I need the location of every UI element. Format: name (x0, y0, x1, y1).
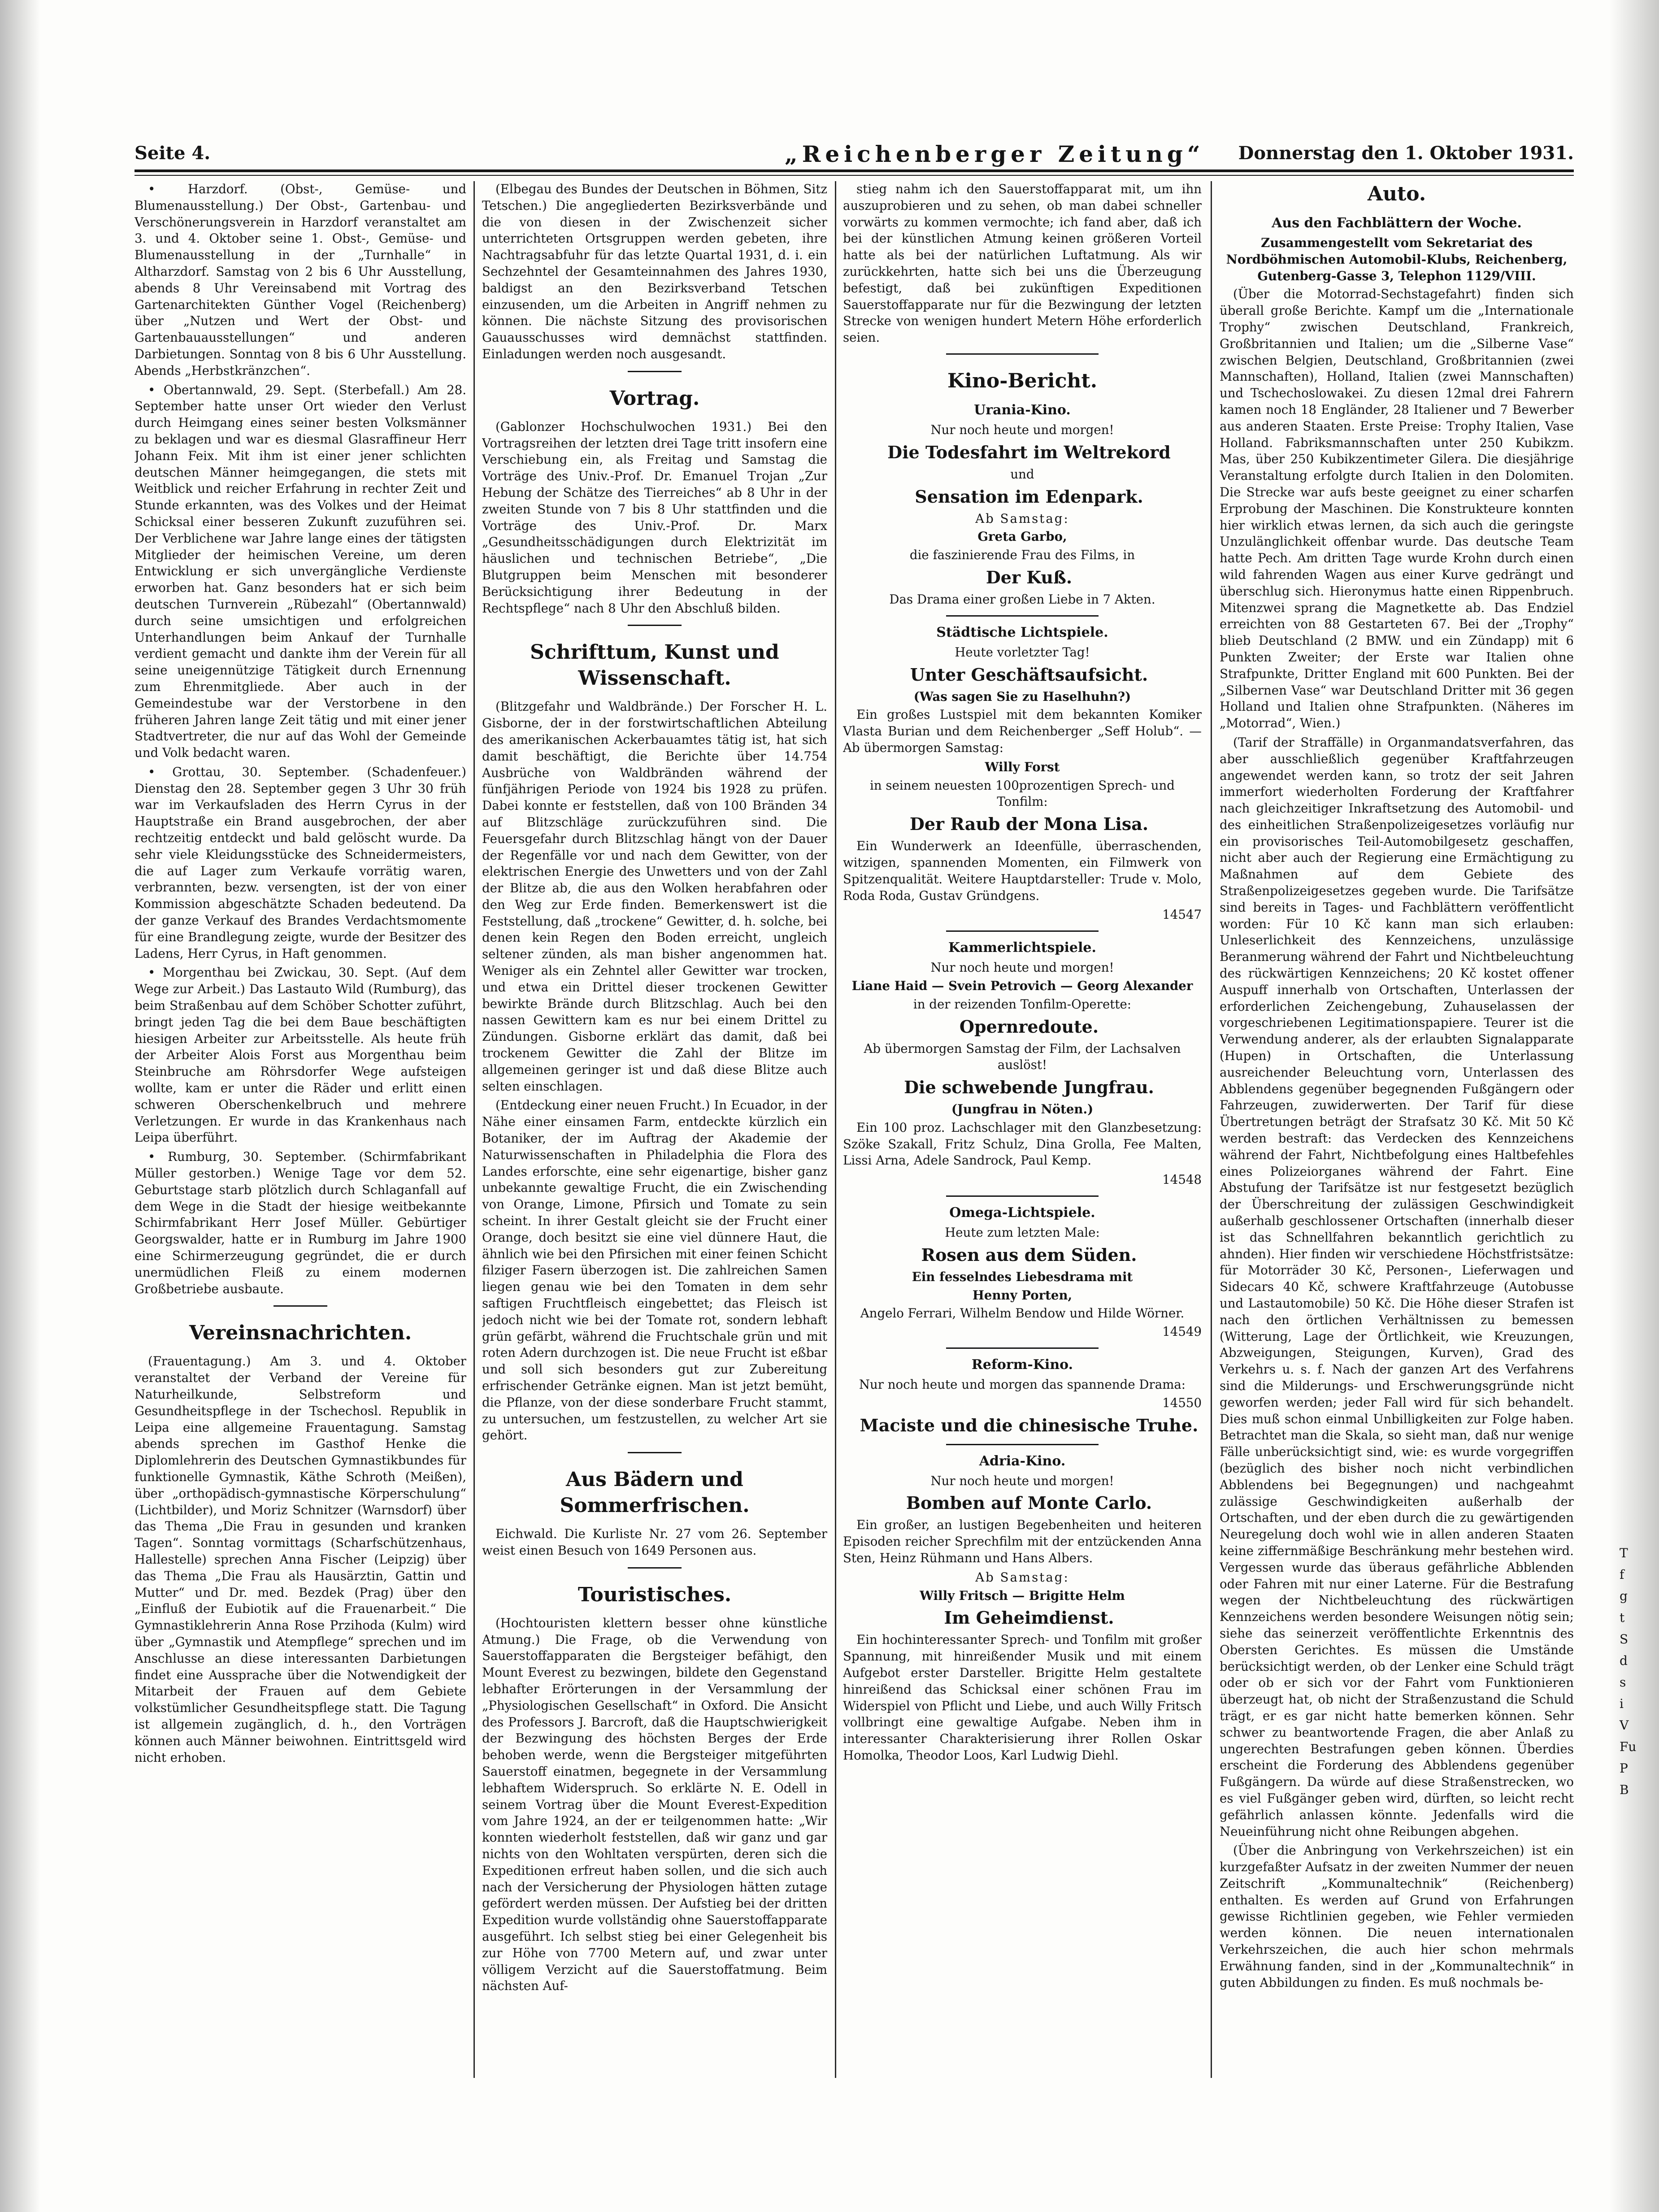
fragment-letter: P (1620, 1761, 1628, 1776)
section-rule (946, 615, 1099, 617)
film-title: Rosen aus dem Süden. (921, 1244, 1137, 1265)
article-hochtouristen: (Hochtouristen klettern besser ohne künstliche Atmung.) Die Frage, ob die Verwendung von Sauerstoffapparaten die Bergsteiger befähigt, den Mount Everest zu bezwingen, bildete den Gegenstand lebhafter Erörterungen in der Versammlung der „Physiologischen Gesellschaft“ in Oxford. Die Ansicht des Professors J. Barcroft, daß die Hauptschwierigkeit der Bezwingung des höchsten Berges der Erde behoben werde, wenn die Bergsteiger mitgeführten Sauerstoff einatmen, begegnete in der Versammlung lebhaftem Widerspruch. So erklärte N. E. Odell in seinem Vortrag über die Mount Everest-Expedition vom Jahre 1924, an der er teilgenommen hatte: „Wir konnten wiederholt feststellen, daß wir ganz und gar nichts von den Wohltaten verspürten, deren sich die Expeditionen erfreut haben sollen, und die sich auch nach der Versicherung der Physiologen hätten zutage gefördert werden müssen. Der Aufstieg bei der dritten Expedition wurde vollständig ohne Sauerstoffapparate ausgeführt. Ich selbst stieg bei einer Gelegenheit bis zur Höhe von 7700 Metern auf, und zwar unter völligem Verzicht auf die Sauerstoffatmung. Beim nächsten Auf- (482, 1615, 827, 1994)
fragment-letter: B (1620, 1782, 1629, 1797)
article-hochschulwochen: (Gablonzer Hochschulwochen 1931.) Bei den Vortragsreihen der letzten drei Tage tritt insofern eine Verschiebung ein, als Freitag und Samstag die Vorträge des Univ.-Prof. Dr. Emanuel Trojan „Zur Hebung der Schätze des Tierreiches“ ab 8 Uhr in der zweiten Stunde von 7 bis 8 Uhr stattfinden und die Vorträge des Univ.-Prof. Dr. Marx „Gesundheitsschädigungen durch Elektrizität im häuslichen und technischen Betriebe“, „Die Blutgruppen beim Menschen mit besonderer Berücksichtigung ihrer Bedeutung in der Rechtspflege“ nach 8 Uhr den Abschluß bilden. (482, 419, 827, 616)
adjacent-page-fragment (1620, 1543, 1651, 1801)
film-description: Ab übermorgen Samstag der Film, der Lachsalven auslöst! (864, 1041, 1181, 1073)
article-rumburg: • Rumburg, 30. September. (Schirmfabrikant Müller gestorben.) Wenige Tage vor dem 52. Geburtstage starb plötzlich durch Schlaganfall auf dem Wege in die Stadt der hiesige weitbekannte Schirmfabrikant Herr Josef Müller. Gebürtiger Georgswalder, hatte er in Rumburg im Jahre 1900 eine Schirmerzeugung gegründet, die er durch unermüdlichen Fleiß zu einem modernen Großbetriebe ausbaute. (135, 1149, 466, 1296)
section-subheading: Aus den Fachblättern der Woche. (1272, 215, 1522, 231)
fragment-letter: i (1620, 1696, 1624, 1711)
cinema-kammer: Kammerlichtspiele. (948, 940, 1096, 956)
section-rule (628, 1567, 682, 1569)
column-divider (835, 181, 836, 2078)
section-intro: Zusammengestellt vom Sekretariat des Nordböhmischen Automobil-Klubs, Reichenberg, Gutenberg-Gasse 3, Telephon 1129/VIII. (1226, 235, 1568, 283)
section-heading-auto: Auto. (1367, 183, 1426, 205)
ad-number: 14550 (1162, 1395, 1202, 1410)
cinema-notice: Nur noch heute und morgen das spannende Drama: (859, 1377, 1186, 1392)
fragment-letter: t (1620, 1610, 1625, 1625)
film-title: Opernredoute. (959, 1016, 1099, 1037)
article-eichwald: Eichwald. Die Kurliste Nr. 27 vom 26. September weist einen Besuch von 1649 Personen aus. (482, 1526, 827, 1558)
cinema-notice: Nur noch heute und morgen! (930, 1473, 1114, 1488)
column-divider (1211, 181, 1212, 2078)
film-cast: Willy Fritsch — Brigitte Helm (920, 1588, 1125, 1603)
column-4 (1220, 181, 1574, 2078)
fragment-letter: T (1620, 1546, 1628, 1560)
section-rule (628, 371, 682, 372)
newspaper-title: „Reichenberger Zeitung“ (785, 141, 1205, 167)
cinema-notice: Ab Samstag: (975, 511, 1069, 526)
film-subtitle: Ein fesselndes Liebesdrama mit (912, 1269, 1133, 1284)
cinema-staedtische: Städtische Lichtspiele. (936, 624, 1108, 640)
section-rule (628, 625, 682, 626)
ad-number: 14547 (1162, 907, 1202, 922)
issue-date: Donnerstag den 1. Oktober 1931. (1238, 143, 1574, 164)
article-tarif: (Tarif der Straffälle) in Organmandatsverfahren, das aber ausschließlich gegenüber Kraftfahrzeugen angewendet werden kann, so trotz der seit Jahren immerfort wiederholten Forderung der Kraftfahrer nach gleichzeitiger Inkraftsetzung des Automobil- und des einheitlichen Straßenpolizeigesetzes vorläufig nur ein provisorisches Teil-Automobilgesetz geschaffen, nicht aber auch der Regierung eine Ermächtigung zu Maßnahmen auf dem Gebiete des Straßenpolizeigesetzes gegeben wurde. Die Tarifsätze sind bereits in Tages- und Fachblättern veröffentlicht worden: Für 10 Kč kann man sich erlauben: Unleserlichkeit des Kennzeichens, unzulässige Beranmerung während der Fahrt und Nichtbeleuchtung des rückwärtigen Kennzeichens; 20 Kč kostet offener Auspuff innerhalb von Ortschaften, Unterlassen der erforderlichen Zeichengebung, Zuhauselassen der vorgeschriebenen Legitimationspapiere. Teurer ist die Verwendung anderer, als der erlaubten Signalapparate (Hupen) in Ortschaften, die Unterlassung ausreichender Beleuchtung vorn, Unterlassen des Abblendens gegenüber begegnenden Fußgängern oder Fahrzeugen, zuwiderwerten. Der Tarif für diese Übertretungen beträgt der Strafsatz 30 Kč. Mit 50 Kč werden bestraft: das Verdecken des Kennzeichens während der Fahrt, Nichtbefolgung eines Haltbefehles eines Polizeiorganes während der Fahrt. Eine Abstufung der Tarifsätze ist nur festgesetzt bezüglich der Überschreitung der zulässigen Geschwindigkeit außerhalb geschlossener Ortschaften (innerhalb dieser ist das Schnellfahren bekanntlich gerichtlich zu ahnden). Hier finden wir verschiedene Höchstfristsätze: für Motorräder 30 Kč, Personen-, Lieferwagen und Sidecars 40 Kč, schwere Kraftfahrzeuge (Autobusse und Lastautomobile) 50 Kč. Die Höhe dieser Strafen ist nach den örtlichen Verhältnissen zu bemessen (Witterung, Lage der Örtlichkeit, wie Kreuzungen, Abzweigungen, Steigungen, Kurven), Grad des Verkehrs u. s. f. Nach der ganzen Art des Verfahrens sind die Milderungs- und Erschwerungsgründe nicht geworfen werden; jeder Fall wird für sich behandelt. Dies muß schon einmal Unbilligkeiten zur Folge haben. Betrachtet man die Skala, so sieht man, daß nur wenige Fälle unberücksichtigt sind, wie: es wurde vorgegriffen (bezüglich des bisher noch nicht verbindlichen Abblendens bei Begegnungen) und nachgeahmt zulässige Geschwindigkeiten außerhalb der Ortschaften, und der eben durch die zu gewärtigenden Neuregelung doch wohl wie in allen anderen Staaten keine ziffernmäßige Beschränkung mehr bestehen wird. Vergessen wurde das überaus gefährliche Abblenden oder Fahren mit nur einer Laterne. Für die Bestrafung wegen der Nichtbeleuchtung des rückwärtigen Kennzeichens werden besondere Weisungen nötig sein; siehe das seinerzeit veröffentlichte Erkenntnis des Obersten Gerichtes. Es müssen die Umstände berücksichtigt werden, ob der Lenker eine Schuld trägt oder ob er sich vor der Fahrt vom Funktionieren überzeugt hat, ob nicht der Straßenzustand die Schuld trägt, er es gar nicht hatte bemerken können. Sehr schwer zu beantwortende Fragen, die aber Anlaß zu ungerechten Bestrafungen geben können. Überdies erscheint die Forderung des Abblendens gegenüber Fußgängern. Da würde auf diese Straßenstrecken, wo es viel Fußgänger geben wird, dürften, so leicht recht gefährlich anlassen könnte. Jedenfalls wird die Neueinführung nicht ohne Reibungen abgehen. (1220, 734, 1574, 1839)
film-description: Ein großer, an lustigen Begebenheiten und heiteren Episoden reicher Sprechfilm mit der entzückenden Anna Sten, Heinz Rühmann und Hans Albers. (843, 1517, 1202, 1566)
film-description: Das Drama einer großen Liebe in 7 Akten. (889, 591, 1155, 607)
film-description: Ein großes Lustspiel mit dem bekannten Komiker Vlasta Burian und dem Reichenberger „Seff Holub“. — Ab übermorgen Samstag: (843, 707, 1202, 755)
section-heading-kino: Kino-Bericht. (947, 369, 1098, 392)
film-cast: Liane Haid — Svein Petrovich — Georg Alexander (851, 978, 1193, 993)
article-obertannwald: • Obertannwald, 29. Sept. (Sterbefall.) Am 28. September hatte unser Ort wieder den Verlust durch Heimgang eines seiner besten Volksmänner zu beklagen und war es diesmal Glasraffineur Herr Johann Feix. Mit ihm ist einer jener schlichten deutschen Männer heimgegangen, die stets mit Weitblick und reicher Erfahrung in rechter Zeit und Stunde erkannten, was des Volkes und der Heimat Schicksal einer besseren Zukunft zuzuführen sei. Der Verblichene war Jahre lange eines der tätigsten Mitglieder der heimischen Vereine, um deren Entwicklung er sich unvergängliche Verdienste erworben hat. Ganz besonders hat er sich beim deutschen Turnverein „Rübezahl“ (Obertannwald) durch seine umsichtigen und erfolgreichen Unterhandlungen beim Ankauf der Turnhalle verdient gemacht und dankte ihm der Verein für all seine uneigennützige Tätigkeit durch Ernennung zum Ehrenmitgliede. Aber auch in der Gemeindestube war der Verstorbene in den früheren Jahren lange Zeit tätig und mit einer jener Stadtvertreter, die nur auf das Wohl der Gemeinde und Volk bedacht waren. (135, 382, 466, 761)
article-grottau: • Grottau, 30. September. (Schadenfeuer.) Dienstag den 28. September gegen 3 Uhr 30 früh war im Verkaufsladen des Herrn Cyrus in der Hauptstraße ein Brand ausgebrochen, der aber rechtzeitig entdeckt und bald gelöscht wurde. Da sehr viele Kleidungsstücke des Schneidermeisters, die auf Lager zum Verkaufe vorrätig waren, verbrannten, bezw. versengten, ist der von einer Kommission abgeschätzte Schaden bedeutend. Da der ganze Verkauf des Brandes Verdachtsmomente für eine Brandlegung zeigte, wurde der Besitzer des Ladens, Herr Cyrus, in Haft genommen. (135, 764, 466, 961)
film-title: Sensation im Edenpark. (915, 486, 1143, 507)
article-motorrad: (Über die Motorrad-Sechstagefahrt) finden sich überall große Berichte. Kampf um die „Internationale Trophy“ zwischen Deutschland, Frankreich, Großbritannien und Italien; um die „Silberne Vase“ zwischen Belgien, Deutschland, Großbritannien (zwei Mannschaften), Holland, Italien (zwei Mannschaften) und Tschechoslowakei. Zu diesen 12mal drei Fahrern kamen noch 18 Engländer, 28 Italiener und 7 Bewerber aus anderen Staaten. Erste Preise: Trophy Italien, Vase Holland. Fabriksmannschaften unter 250 Kubikzm. Mas, über 250 Kubikzentimeter Gilera. Die diesjährige Veranstaltung erfolgte durch Italien in den Dolomiten. Die Strecke war aufs beste geeignet zu einer scharfen Erprobung der Maschinen. Die Konstrukteure konnten hier wirklich etwas lernen, da sich auch die geringste Unzulänglichkeit offenbar wurde. Das deutsche Team hatte Pech. Am dritten Tage wurde Krohn durch einen wild fahrenden Wagen aus einer Kurve gedrängt und überschlug sich. Hieronymus hatte einen Rippenbruch. Mitenzwei sprang die Magnetkette ab. Das Endziel erreichten von 88 Gestarteten 67. Bei der „Trophy“ blieb Deutschland (2 BMW. und ein Zündapp) mit 6 Punkten Zweiter; der Erste war Italien ohne Strafpunkte, Dritter England mit 600 Punkten. Bei der „Silbernen Vase“ war Deutschland Dritter mit 36 gegen Holland und Italien ohne Strafpunkten. (Näheres im „Motorrad“, Wien.) (1220, 287, 1574, 731)
column-divider (473, 181, 475, 2078)
film-description: in der reizenden Tonfilm-Operette: (913, 996, 1132, 1012)
page-number: Seite 4. (135, 143, 211, 164)
cinema-notice: Nur noch heute und morgen! (930, 960, 1114, 975)
article-continued: stieg nahm ich den Sauerstoffapparat mit, um ihn auszuprobieren und zu sehen, ob man dabei schneller vorwärts zu kommen vermochte; ich fand aber, daß ich bei der künstlichen Atmung keinen größeren Vorteil hatte als bei der natürlichen Luftatmung. Als wir zurückkehrten, hatte sich bei uns die Überzeugung befestigt, daß bei zukünftigen Expeditionen Sauerstoffapparate nur für die Bezwingung der letzten Strecke von wenigen hundert Metern Höhe erforderlich seien. (843, 182, 1202, 345)
article-elbegau: (Elbegau des Bundes der Deutschen in Böhmen, Sitz Tetschen.) Die angegliederten Bezirksverbände und die von diesen in der Zwischenzeit sicher unterrichteten Ortsgruppen werden gebeten, ihre Nachtragsabfuhr für das letzte Quartal 1931, d. i. ein Sechzehntel der Gesamteinnahmen des Jahres 1930, baldigst an den Bezirksverband Tetschen einzusenden, um die Arbeiten in Angriff nehmen zu können. Die nächste Sitzung des provisorischen Gauausschusses wird demnächst stattfinden. Einladungen werden noch ausgesandt. (482, 182, 827, 361)
fragment-letter: g (1620, 1589, 1628, 1604)
section-heading-schrifttum: Schrifttum, Kunst und Wissenschaft. (530, 641, 779, 690)
film-star: Henny Porten, (972, 1287, 1073, 1303)
cinema-notice: Heute zum letzten Male: (945, 1225, 1100, 1240)
film-title: Unter Geschäftsaufsicht. (910, 664, 1148, 685)
film-cast: Angelo Ferrari, Wilhelm Bendow und Hilde Wörner. (860, 1306, 1185, 1321)
film-title: Die schwebende Jungfrau. (904, 1077, 1154, 1098)
column-1 (135, 181, 466, 2078)
film-description: Ein Wunderwerk an Ideenfülle, überraschenden, witzigen, spannenden Momenten, ein Filmwerk von Spitzenqualität. Weitere Hauptdarsteller: Trude v. Molo, Roda Roda, Gustav Gründgens. (843, 839, 1202, 903)
film-description: Ein 100 proz. Lachschlager mit den Glanzbesetzung: Szöke Szakall, Fritz Schulz, Dina Grolla, Fee Malten, Lissi Arna, Adele Sandrock, Paul Kemp. (843, 1120, 1202, 1168)
section-rule (946, 353, 1099, 355)
section-rule (628, 1452, 682, 1453)
film-title: Die Todesfahrt im Weltrekord (887, 442, 1171, 462)
section-rule (946, 1347, 1099, 1349)
fragment-letter: S (1620, 1632, 1629, 1647)
section-rule (274, 1305, 327, 1307)
ad-number: 14548 (1162, 1172, 1202, 1187)
article-frauentagung: (Frauentagung.) Am 3. und 4. Oktober veranstaltet der Verband der Vereine für Naturheilkunde, Selbstreform und Gesundheitspflege in der Tschechosl. Republik in Leipa eine allgemeine Frauentagung. Samstag abends sprechen im Gasthof Henke die Diplomlehrerin des Deutschen Gymnastikbundes für funktionelle Gymnastik, Käthe Schroth (Meißen), über „orthopädisch-gymnastische Körperschulung“ (Lichtbilder), und Moriz Schnitzer (Warnsdorf) über das Thema „Die Frau in gesunden und kranken Tagen“. Sonntag vormittags (Scharfschützenhaus, Hallestelle) sprechen Anna Fischer (Leipzig) über das Thema „Die Frau als Hausärztin, Gattin und Mutter“ und Dr. med. Bezdek (Prag) über den „Einfluß der Eubiotik auf die Frauenarbeit.“ Die Gymnastiklehrerin Anna Rose Przihoda (Kulm) wird über „Gymnastik und Atempflege“ sprechen und im Anschlusse an diese interessanten Darbietungen findet eine Aussprache über die Notwendigkeit der Mitarbeit der Frauen auf dem Gebiete volkstümlicher Gesundheitspflege statt. Die Tagung ist allgemein zugänglich, d. h., den Vorträgen können auch Männer beiwohnen. Eintrittsgeld wird nicht erhoben. (135, 1354, 466, 1765)
film-connector: und (1010, 466, 1034, 482)
film-title: Der Kuß. (986, 567, 1073, 587)
film-title: Bomben auf Monte Carlo. (906, 1493, 1152, 1513)
column-3 (843, 181, 1202, 2078)
cinema-reform: Reform-Kino. (971, 1357, 1073, 1373)
fragment-letter: f (1620, 1567, 1624, 1582)
cinema-notice: Heute vorletzter Tag! (955, 644, 1090, 660)
section-rule (946, 1444, 1099, 1445)
film-description: Ein hochinteressanter Sprech- und Tonfilm mit großer Spannung, mit hinreißender Musik und mit einem Aufgebot erster Darsteller. Brigitte Helm gestaltete hinreißend das Schicksal einer schönen Frau im Widerspiel von Pflicht und Liebe, und auch Willy Fritsch vollbringt eine gewaltige Aufgabe. Neben ihm in interessanter Charakterisierung ihrer Rollen Oskar Homolka, Theodor Loos, Karl Ludwig Diehl. (843, 1632, 1202, 1763)
film-star: Willy Forst (985, 759, 1060, 774)
cinema-notice: Nur noch heute und morgen! (930, 422, 1114, 437)
section-heading-vortrag: Vortrag. (609, 387, 700, 410)
film-subtitle: (Jungfrau in Nöten.) (951, 1102, 1094, 1117)
article-morgenthau: • Morgenthau bei Zwickau, 30. Sept. (Auf dem Wege zur Arbeit.) Das Lastauto Wild (Rumburg), das beim Straßenbau auf dem Schöber Schotter zuführt, bringt jeden Tag die bei dem Baue beschäftigten hiesigen Arbeiter zur Arbeitsstelle. Als heute früh der Arbeiter Alois Forst aus Morgenthau beim Steinbruche am Röhrsdorfer Wege aufsteigen wollte, kam er unter die Räder und erlitt einen schweren Oberschenkelbruch und mehrere Verletzungen. Er wurde in das Krankenhaus nach Leipa überführt. (135, 965, 466, 1145)
film-title: Der Raub der Mona Lisa. (909, 814, 1149, 834)
article-blitzgefahr: (Blitzgefahr und Waldbrände.) Der Forscher H. L. Gisborne, der in der forstwirtschaftlichen Abteilung des amerikanischen Ackerbauamtes tätig ist, hat sich damit beschäftigt, die Berichte über 14.754 Ausbrüche von Waldbränden während der fünfjährigen Periode von 1924 bis 1928 zu prüfen. Dabei konnte er feststellen, daß von 100 Bränden 34 auf Blitzschläge zurückzuführen sind. Die Feuersgefahr durch Blitzschlag hängt von der Dauer der Regenfälle vor und nach dem Gewitter, von der elektrischen Energie des Unwetters und von der Zahl der Blitze ab, die aus den Wolken herabfahren oder den Weg zur Erde finden. Bemerkenswert ist die Feststellung, daß „trockene“ Gewitter, d. h. solche, bei denen kein Regen den Boden erreicht, ungleich seltener zünden, als man bisher angenommen hat. Weniger als ein Zehntel aller Gewitter war trocken, und etwa ein Drittel dieser trockenen Gewitter bewirkte Brände durch Blitzschlag. Auch bei den nassen Gewittern kam es nur bei einem Drittel zu Zündungen. Gisborne erklärt das damit, daß bei trockenem Gewitter die Zahl der Blitze im allgemeinen geringer ist und daß diese Blitze auch selten einschlagen. (482, 699, 827, 1094)
film-title: Maciste und die chinesische Truhe. (860, 1415, 1199, 1435)
fragment-letter: d (1620, 1653, 1628, 1668)
section-heading-touristisches: Touristisches. (578, 1583, 732, 1606)
cinema-urania: Urania-Kino. (974, 402, 1071, 418)
fragment-letter: s (1620, 1675, 1626, 1690)
cinema-notice: Ab Samstag: (975, 1569, 1069, 1585)
header-rule (135, 169, 1574, 172)
section-rule (946, 930, 1099, 932)
article-neue-frucht: (Entdeckung einer neuen Frucht.) In Ecuador, in der Nähe einer einsamen Farm, entdeckte kürzlich ein Botaniker, der im Auftrag der Akademie der Naturwissenschaften in Philadelphia die Flora des Landes erforschte, eine sehr eigenartige, bisher ganz unbekannte gewaltige Frucht, die ein Zwischending von Orange, Limone, Pfirsich und Tomate zu sein scheint. In ihrer Gestalt gleicht sie der Frucht einer Orange, doch besitzt sie eine viel dünnere Haut, die ähnlich wie bei den Pfirsichen mit einer feinen Schicht filziger Fasern überzogen ist. Die zahlreichen Samen liegen genau wie bei den Tomaten in dem sehr saftigen Fruchtfleisch eingebettet; das Fleisch ist jedoch nicht wie bei der Tomate rot, sondern lebhaft grün gefärbt, während die Fruchtschale grün und mit roten Adern durchzogen ist. Die neue Frucht ist eßbar und soll sich besonders gut zur Zubereitung erfrischender Getränke eignen. Man ist jetzt bemüht, die Pflanze, von der diese sonderbare Frucht stammt, zu untersuchen, um festzustellen, zu welcher Art sie gehört. (482, 1098, 827, 1443)
scan-left-edge (0, 0, 40, 2212)
film-description: die faszinierende Frau des Films, in (909, 548, 1135, 563)
film-star: Greta Garbo, (977, 529, 1067, 544)
fragment-letter: Fu (1620, 1739, 1637, 1754)
cinema-omega: Omega-Lichtspiele. (949, 1205, 1095, 1221)
film-description: in seinem neuesten 100prozentigen Sprech- und Tonfilm: (870, 778, 1175, 809)
cinema-adria: Adria-Kino. (979, 1453, 1066, 1469)
ad-number: 14549 (1162, 1324, 1202, 1339)
article-harzdorf: • Harzdorf. (Obst-, Gemüse- und Blumenausstellung.) Der Obst-, Gartenbau- und Verschönerungsverein in Harzdorf veranstaltet am 3. und 4. Oktober seine 1. Obst-, Gemüse- und Blumenausstellung in der „Turnhalle“ in Altharzdorf. Samstag von 2 bis 6 Uhr Ausstellung, abends 8 Uhr Vereinsabend mit Vortrag des Gartenarchitekten Günther Vogel (Reichenberg) über „Nutzen und Wert der Obst- und Gartenbauausstellungen“ und anderen Darbietungen. Sonntag von 8 bis 6 Uhr Ausstellung. Abends „Herbstkränzchen“. (135, 182, 466, 378)
fragment-letter: V (1620, 1718, 1629, 1733)
film-subtitle: (Was sagen Sie zu Haselhuhn?) (913, 689, 1131, 704)
section-heading-baeder: Aus Bädern und Sommerfrischen. (560, 1468, 750, 1517)
column-2 (482, 181, 827, 2078)
header-rule-thin (135, 175, 1574, 176)
section-rule (946, 1195, 1099, 1197)
film-title: Im Geheimdienst. (944, 1608, 1114, 1628)
article-verkehrszeichen: (Über die Anbringung von Verkehrszeichen) ist ein kurzgefaßter Aufsatz in der zweiten Nummer der neuen Zeitschrift „Kommunaltechnik“ (Reichenberg) enthalten. Es werden auf Grund von Erfahrungen gewisse Richtlinien gegeben, wie Fehler vermieden werden können. Die neuen internationalen Verkehrszeichen, die auch hier schon mehrmals Erwähnung fanden, sind in der „Kommunaltechnik“ in guten Abbildungen zu finden. Es muß nochmals be- (1220, 1843, 1574, 1990)
scan-right-edge (1610, 0, 1659, 2212)
section-heading-vereinsnachrichten: Vereinsnachrichten. (189, 1321, 412, 1345)
